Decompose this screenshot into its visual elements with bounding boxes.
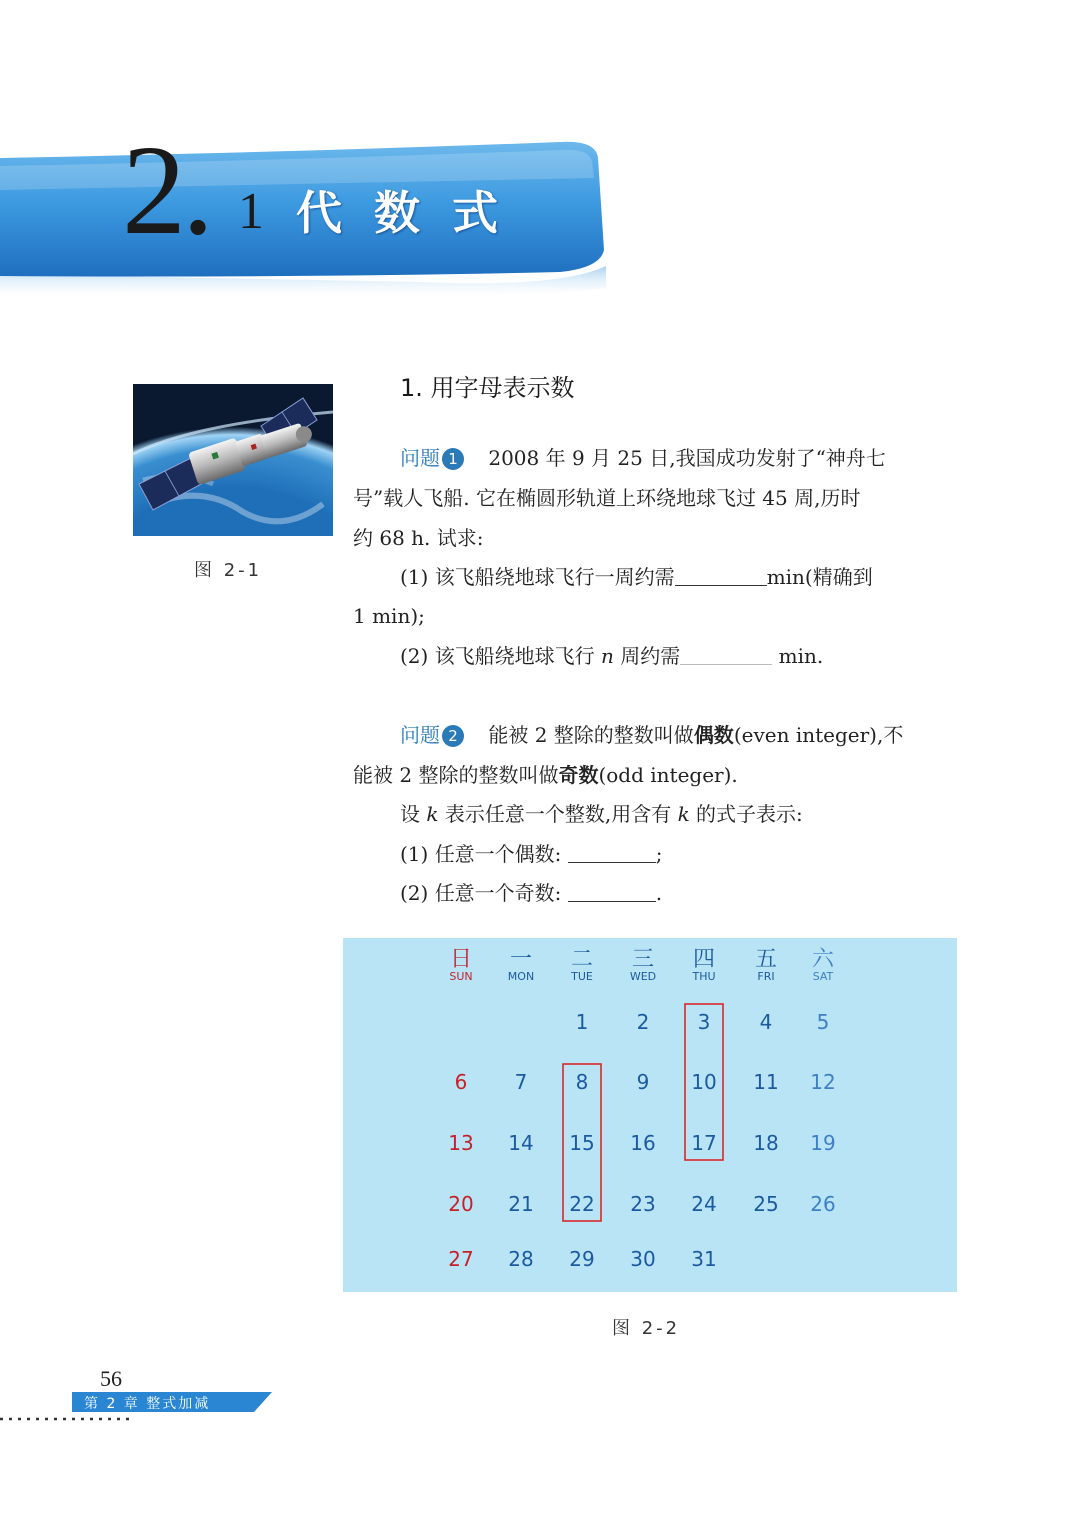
problem1-q2-prefix: (2) 该飞船绕地球飞行 [400,644,595,668]
calendar-grid [343,938,957,1292]
day-header-cn: 六 [811,947,835,972]
problem1-text1: 2008 年 9 月 25 日,我国成功发射了“神舟七 [488,446,886,470]
problem1-question1 [400,567,873,587]
day-header-cn: 一 [509,947,533,972]
calendar-date: 29 [569,1247,595,1271]
calendar-date: 3 [697,1010,711,1034]
calendar-date: 27 [448,1247,474,1271]
problem1-number-badge: 1 [442,448,464,470]
variable-k: k [426,802,439,826]
calendar-date: 30 [630,1247,656,1271]
problem2-text2a: 能被 2 整除的整数叫做 [353,763,559,787]
calendar-date: 25 [753,1192,779,1216]
problem1-q1-prefix: (1) 该飞船绕地球飞行一周约需 [400,565,675,589]
day-header-en: TUE [571,970,593,983]
problem1-q1-cont: 1 min); [353,604,425,628]
calendar-date: 31 [691,1247,717,1271]
answer-blank-1[interactable] [675,585,767,586]
calendar-date: 5 [816,1010,830,1034]
subheading: 1. 用字母表示数 [400,374,575,402]
day-header-en: THU [692,970,716,983]
problem2-q1-end: ; [655,842,663,866]
calendar-date: 4 [759,1010,773,1034]
variable-k: k [677,802,690,826]
problem2-text1b: (even integer),不 [733,723,904,747]
calendar-date: 8 [575,1070,589,1094]
problem2-question1 [400,844,663,864]
problem2-label: 问题 [400,723,440,747]
term-odd: 奇数 [558,763,599,787]
calendar-date: 6 [454,1070,468,1094]
calendar-date: 1 [575,1010,589,1034]
calendar-date: 13 [448,1131,474,1155]
page-number: 56 [100,1366,122,1391]
day-header-en: MON [507,970,535,983]
term-even: 偶数 [693,723,734,747]
calendar-date: 18 [753,1131,779,1155]
problem1-question2 [400,646,823,666]
figure2-caption: 图 2-2 [612,1318,681,1339]
calendar [343,938,957,1292]
calendar-date: 24 [691,1192,717,1216]
section-number: 2. [122,119,210,261]
answer-blank-3[interactable] [568,862,656,863]
day-header-en: FRI [757,970,775,983]
calendar-date: 9 [636,1070,650,1094]
day-header-en: SUN [449,970,473,983]
problem2-line3 [400,804,803,824]
problem2-number-badge: 2 [442,725,464,747]
section-subnumber: 1 [238,183,264,240]
calendar-date: 11 [753,1070,779,1094]
problem1-label: 问题 [400,446,440,470]
problem2-line1 [400,725,903,747]
chapter-label: 第 2 章 整式加减 [84,1396,211,1412]
problem2-text3a: 设 [400,802,420,826]
problem2-q2-end: . [655,881,663,905]
calendar-date: 20 [448,1192,474,1216]
day-header-en: SAT [812,970,834,983]
calendar-date: 16 [630,1131,656,1155]
calendar-date: 7 [514,1070,528,1094]
problem1-line2: 号”载人飞船. 它在椭圆形轨道上环绕地球飞过 45 周,历时 [353,486,861,510]
calendar-date: 28 [508,1247,534,1271]
calendar-date: 17 [691,1131,717,1155]
calendar-date: 10 [691,1070,717,1094]
day-header-en: WED [629,970,657,983]
problem1-q2-mid: 周约需 [620,644,681,668]
calendar-date: 2 [636,1010,650,1034]
calendar-date: 14 [508,1131,534,1155]
calendar-date: 22 [569,1192,595,1216]
problem1-q1-suffix: min(精确到 [766,565,873,589]
answer-blank-4[interactable] [568,901,656,902]
problem2-q1: (1) 任意一个偶数: [400,842,562,866]
problem2-text1a: 能被 2 整除的整数叫做 [488,723,694,747]
day-header-cn: 日 [449,947,473,972]
calendar-date: 23 [630,1192,656,1216]
problem2-text3b: 表示任意一个整数,用含有 [444,802,672,826]
day-header-cn: 二 [570,947,594,972]
calendar-date: 15 [569,1131,595,1155]
figure-satellite-image [133,384,333,536]
problem2-text2b: (odd integer). [598,763,738,787]
calendar-date: 12 [810,1070,836,1094]
answer-blank-2[interactable] [680,664,772,665]
calendar-date: 26 [810,1192,836,1216]
day-header-cn: 四 [692,947,716,972]
problem2-text3c: 的式子表示: [696,802,803,826]
calendar-date: 19 [810,1131,836,1155]
problem1-q2-suffix: min. [778,644,824,668]
problem2-q2: (2) 任意一个奇数: [400,881,562,905]
problem2-question2 [400,883,662,903]
problem1-line1 [400,448,886,470]
figure1-caption: 图 2-1 [194,560,263,581]
section-title: 代数式 [296,186,530,240]
day-header-cn: 三 [631,947,655,972]
day-header-cn: 五 [754,947,778,972]
calendar-date: 21 [508,1192,534,1216]
problem2-line2 [353,765,738,785]
problem1-line3: 约 68 h. 试求: [353,526,484,550]
variable-n: n [601,644,614,668]
